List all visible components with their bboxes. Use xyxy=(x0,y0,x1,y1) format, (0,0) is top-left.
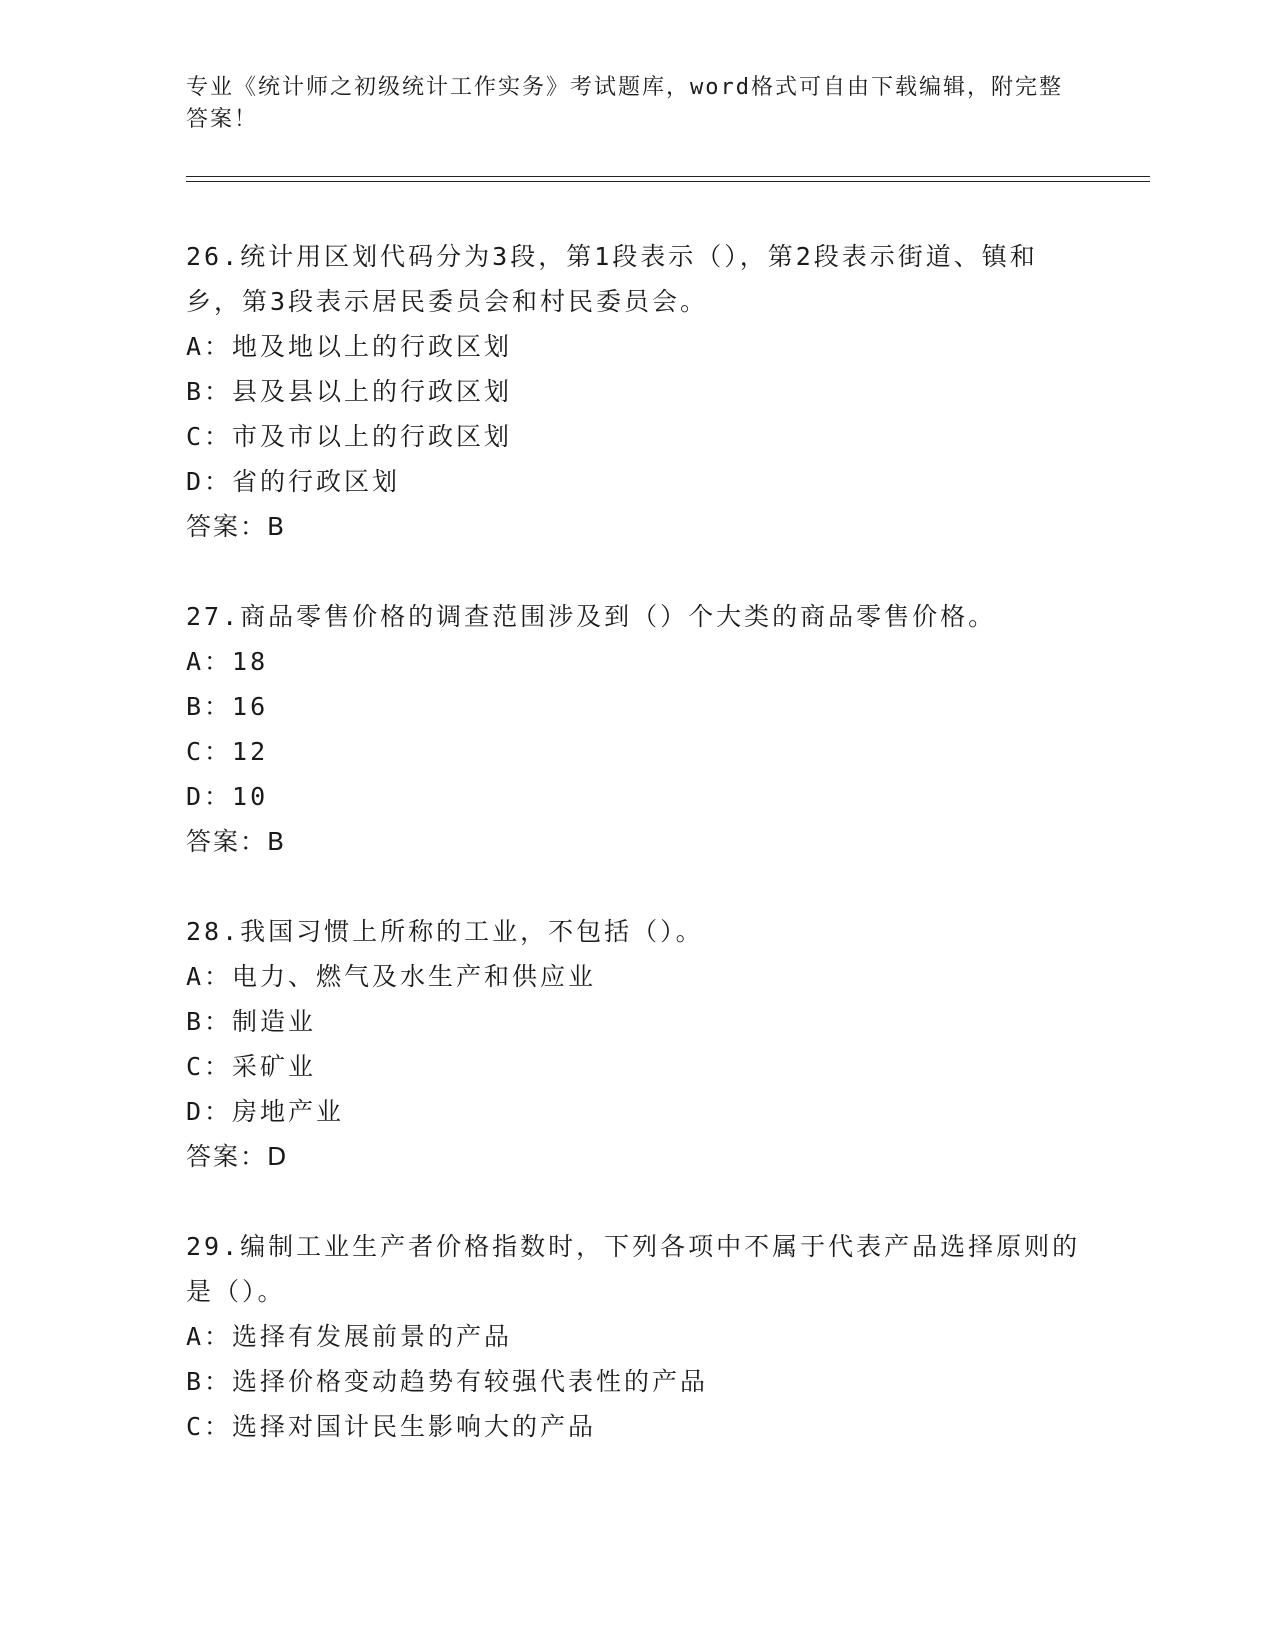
question-text: 29.编制工业生产者价格指数时，下列各项中不属于代表产品选择原则的是（）。 xyxy=(186,1232,1081,1306)
option-d: D：房地产业 xyxy=(186,1097,345,1126)
option-d: D：省的行政区划 xyxy=(186,467,401,496)
option-b: B：制造业 xyxy=(186,1007,317,1036)
header-divider-top xyxy=(186,176,1150,177)
header-divider-bottom xyxy=(186,181,1150,182)
question-text: 26.统计用区划代码分为3段，第1段表示（），第2段表示街道、镇和乡，第3段表示居民委员会和村民委员会。 xyxy=(186,242,1038,316)
question-26 xyxy=(186,234,1086,549)
option-a: A：电力、燃气及水生产和供应业 xyxy=(186,962,597,991)
document-header: 专业《统计师之初级统计工作实务》考试题库，word格式可自由下载编辑，附完整答案！ xyxy=(186,75,1063,132)
question-text: 28.我国习惯上所称的工业，不包括（）。 xyxy=(186,917,704,946)
question-list xyxy=(186,234,1086,1494)
question-27 xyxy=(186,594,1086,864)
option-a: A：选择有发展前景的产品 xyxy=(186,1322,513,1351)
option-c: C：选择对国计民生影响大的产品 xyxy=(186,1412,597,1441)
answer-line: 答案：B xyxy=(186,512,287,541)
option-b: B：县及县以上的行政区划 xyxy=(186,377,513,406)
option-a: A：18 xyxy=(186,647,269,676)
option-c: C：采矿业 xyxy=(186,1052,317,1081)
option-b: B：16 xyxy=(186,692,269,721)
question-28 xyxy=(186,909,1086,1179)
option-d: D：10 xyxy=(186,782,269,811)
answer-line: 答案：D xyxy=(186,1142,289,1171)
option-c: C：市及市以上的行政区划 xyxy=(186,422,513,451)
option-a: A：地及地以上的行政区划 xyxy=(186,332,513,361)
question-text: 27.商品零售价格的调查范围涉及到（）个大类的商品零售价格。 xyxy=(186,602,997,631)
option-b: B：选择价格变动趋势有较强代表性的产品 xyxy=(186,1367,709,1396)
option-c: C：12 xyxy=(186,737,269,766)
question-29 xyxy=(186,1224,1086,1449)
answer-line: 答案：B xyxy=(186,827,287,856)
